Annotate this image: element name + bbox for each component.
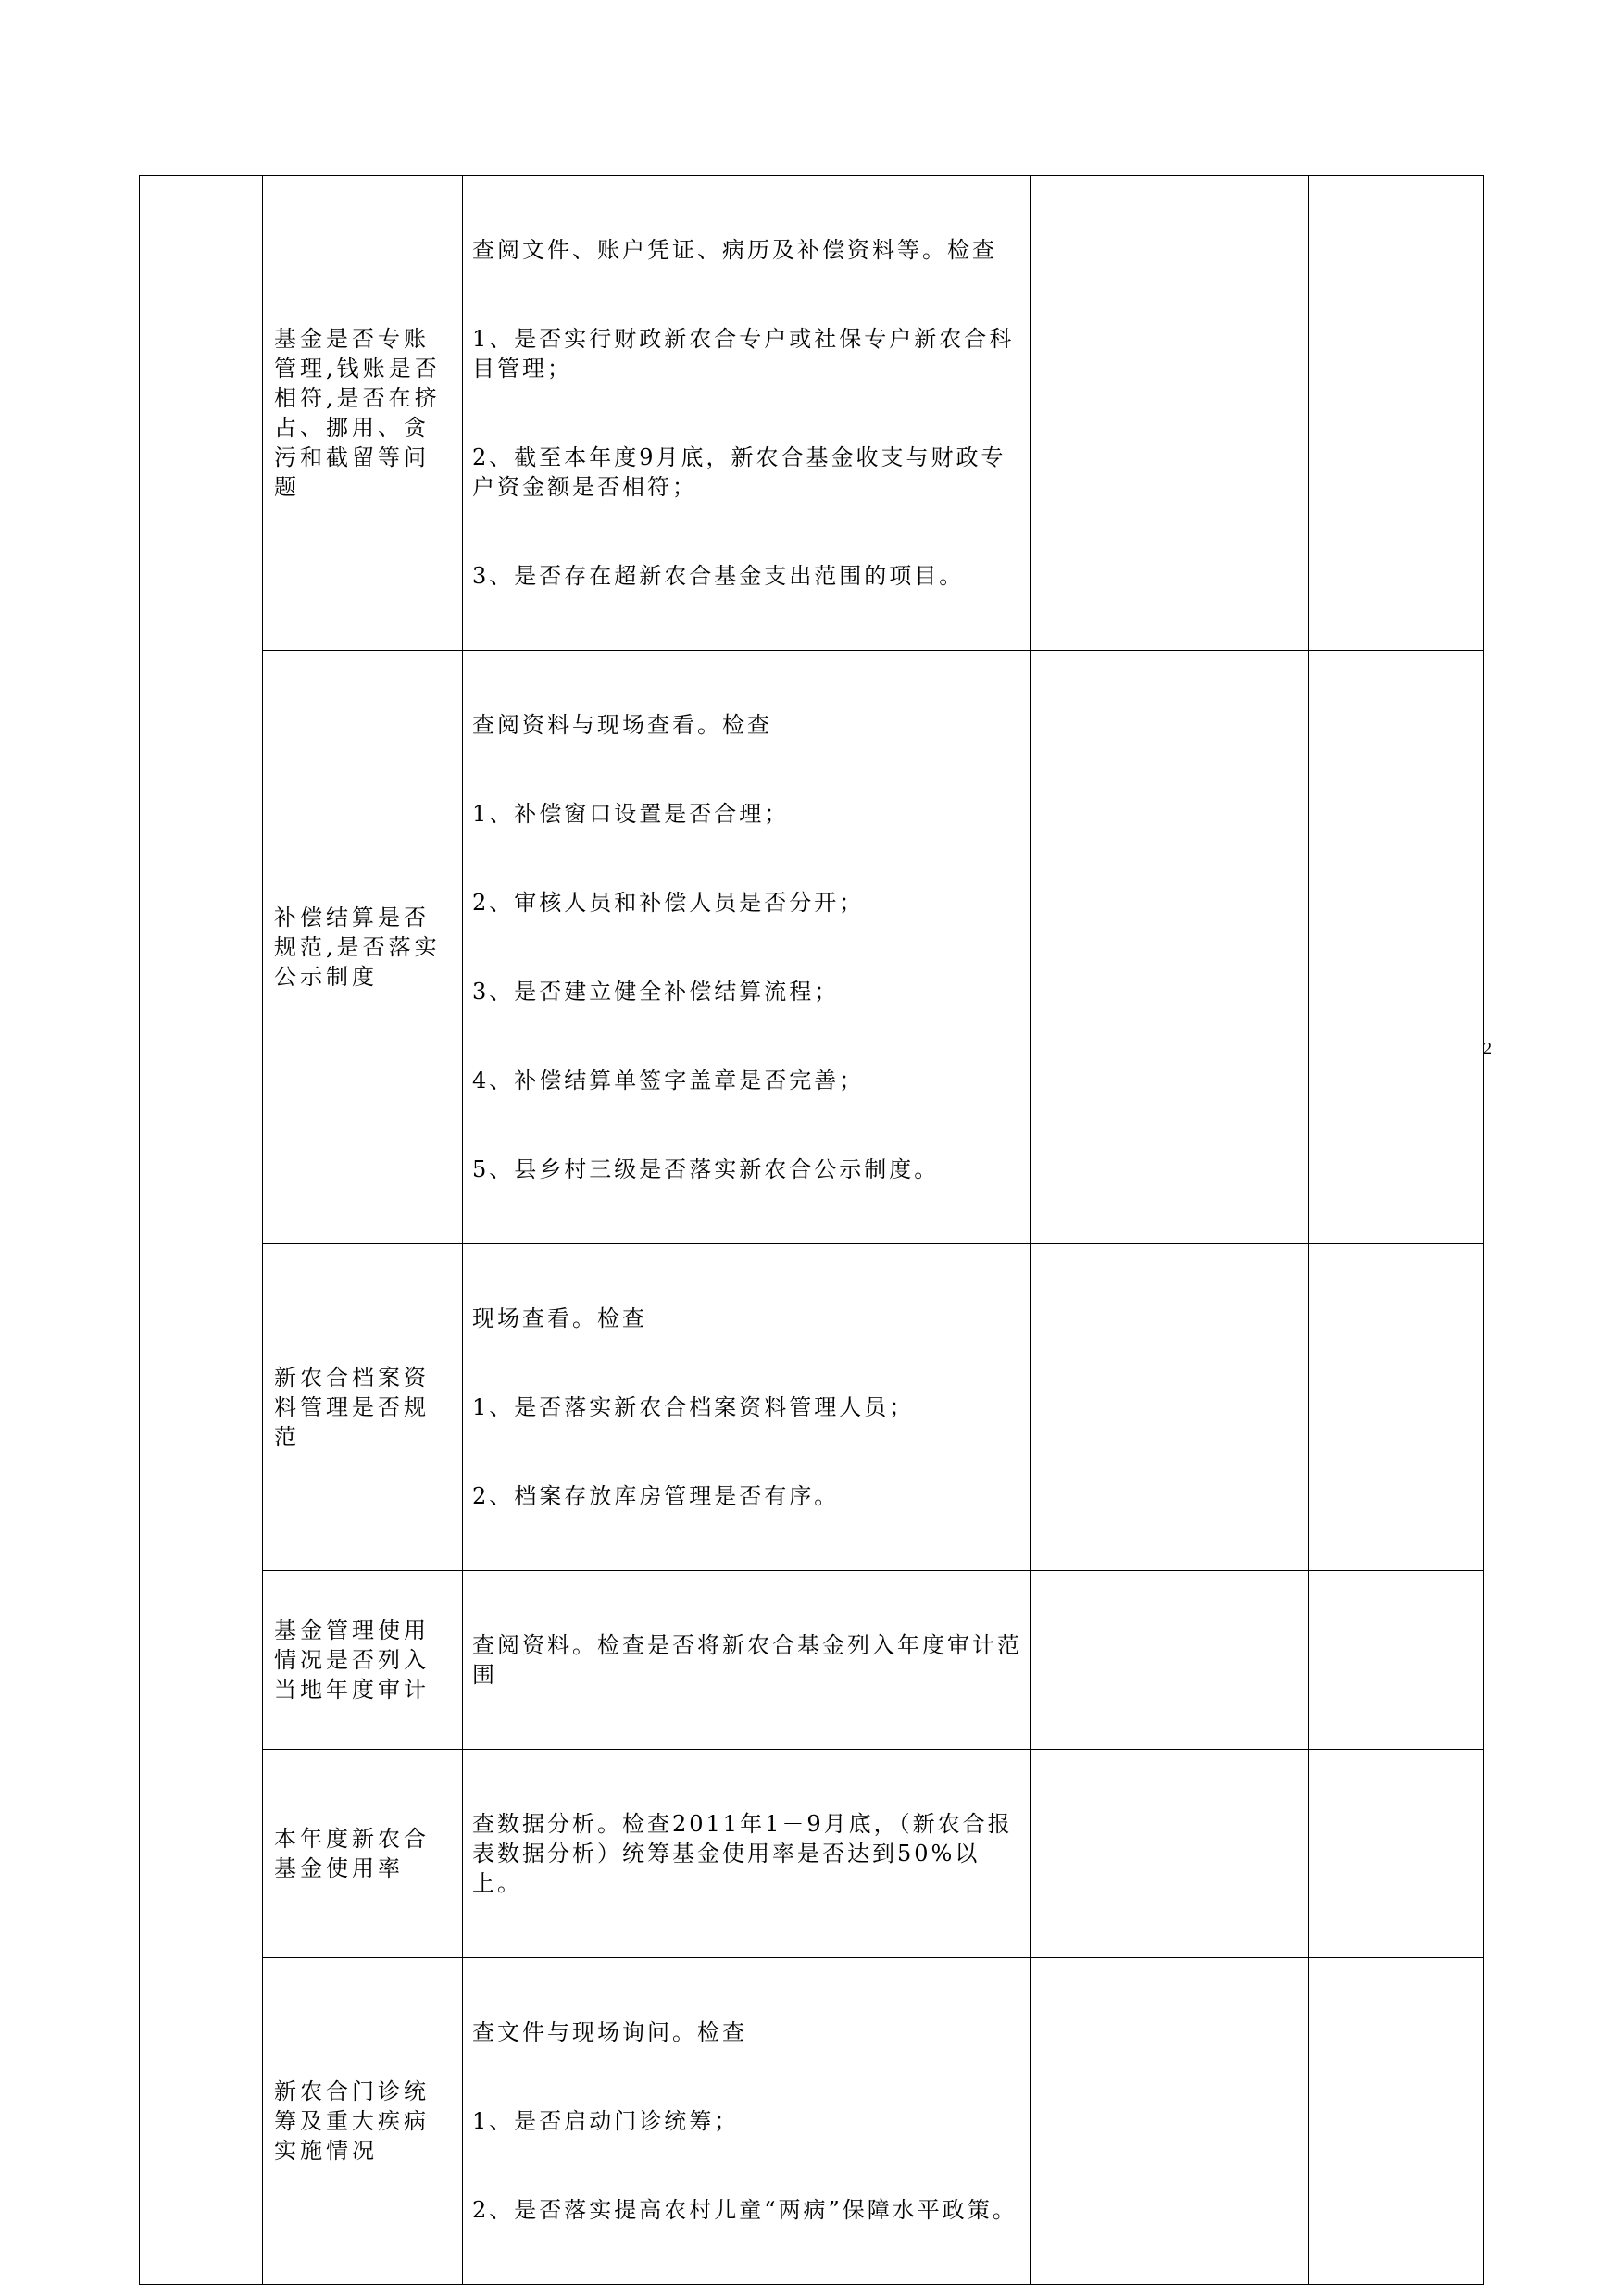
result-cell bbox=[1031, 651, 1309, 1244]
method-cell bbox=[463, 1958, 1031, 2285]
item-text: 基金是否专账管理,钱账是否相符,是否在挤占、挪用、贪污和截留等问题 bbox=[274, 326, 441, 500]
remark-cell bbox=[1309, 176, 1484, 651]
remark-cell bbox=[1309, 1958, 1484, 2285]
method-line: 查数据分析。检查2011年1－9月底，（新农合报表数据分析）统筹基金使用率是否达到50%以上。 bbox=[472, 1811, 1013, 1896]
method-line: 3、是否存在超新农合基金支出范围的项目。 bbox=[472, 563, 965, 589]
result-cell bbox=[1031, 1571, 1309, 1750]
method-text bbox=[463, 1571, 1030, 1749]
item-text: 新农合门诊统筹及重大疾病实施情况 bbox=[274, 2079, 430, 2164]
remark-cell bbox=[1309, 1571, 1484, 1750]
method-line: 2、审核人员和补偿人员是否分开； bbox=[472, 890, 865, 916]
inspection-table bbox=[139, 175, 1484, 2285]
method-line: 1、补偿窗口设置是否合理； bbox=[472, 801, 790, 827]
item-cell bbox=[263, 1750, 463, 1958]
result-cell bbox=[1031, 1750, 1309, 1958]
method-line: 1、是否启动门诊统筹； bbox=[472, 2108, 740, 2134]
method-line: 4、补偿结算单签字盖章是否完善； bbox=[472, 1068, 865, 1093]
method-line: 现场查看。检查 bbox=[472, 1305, 647, 1331]
remark-cell bbox=[1309, 651, 1484, 1244]
method-line: 1、是否实行财政新农合专户或社保专户新农合科目管理； bbox=[472, 326, 1015, 381]
method-line: 2、是否落实提高农村儿童“两病”保障水平政策。 bbox=[472, 2197, 1018, 2223]
method-cell bbox=[463, 1244, 1031, 1571]
item-cell bbox=[263, 176, 463, 651]
item-text: 新农合档案资料管理是否规范 bbox=[274, 1365, 430, 1450]
item-cell bbox=[263, 1958, 463, 2285]
method-line: 查阅资料与现场查看。检查 bbox=[472, 712, 772, 738]
item-cell bbox=[263, 1571, 463, 1750]
method-cell bbox=[463, 176, 1031, 651]
result-cell bbox=[1031, 1958, 1309, 2285]
table-row bbox=[140, 1750, 1484, 1958]
item-cell bbox=[263, 651, 463, 1244]
method-text bbox=[463, 176, 1030, 650]
method-cell bbox=[463, 1750, 1031, 1958]
method-text bbox=[463, 651, 1030, 1243]
method-cell bbox=[463, 651, 1031, 1244]
method-cell bbox=[463, 1571, 1031, 1750]
result-cell bbox=[1031, 176, 1309, 651]
method-line: 查文件与现场询问。检查 bbox=[472, 2019, 747, 2045]
method-text bbox=[463, 1958, 1030, 2284]
method-line: 5、县乡村三级是否落实新农合公示制度。 bbox=[472, 1156, 940, 1182]
item-text: 补偿结算是否规范,是否落实公示制度 bbox=[274, 905, 441, 990]
method-line: 查阅文件、账户凭证、病历及补偿资料等。检查 bbox=[472, 237, 997, 263]
table-row bbox=[140, 176, 1484, 651]
remark-cell bbox=[1309, 1750, 1484, 1958]
method-text bbox=[463, 1750, 1030, 1957]
item-cell bbox=[263, 1244, 463, 1571]
method-line: 2、截至本年度9月底，新农合基金收支与财政专户资金额是否相符； bbox=[472, 444, 1006, 500]
table-row bbox=[140, 1244, 1484, 1571]
remark-cell bbox=[1309, 1244, 1484, 1571]
table-row bbox=[140, 1958, 1484, 2285]
method-line: 查阅资料。检查是否将新农合基金列入年度审计范围 bbox=[472, 1632, 1022, 1688]
method-line: 3、是否建立健全补偿结算流程； bbox=[472, 979, 840, 1005]
category-cell bbox=[140, 176, 263, 2285]
table-row bbox=[140, 1571, 1484, 1750]
method-text bbox=[463, 1244, 1030, 1570]
item-text: 本年度新农合基金使用率 bbox=[274, 1826, 430, 1881]
table-row bbox=[140, 651, 1484, 1244]
method-line: 2、档案存放库房管理是否有序。 bbox=[472, 1483, 840, 1509]
item-text: 基金管理使用情况是否列入当地年度审计 bbox=[274, 1617, 430, 1703]
page-number: 2 bbox=[1483, 1039, 1492, 1057]
method-line: 1、是否落实新农合档案资料管理人员； bbox=[472, 1394, 915, 1420]
result-cell bbox=[1031, 1244, 1309, 1571]
